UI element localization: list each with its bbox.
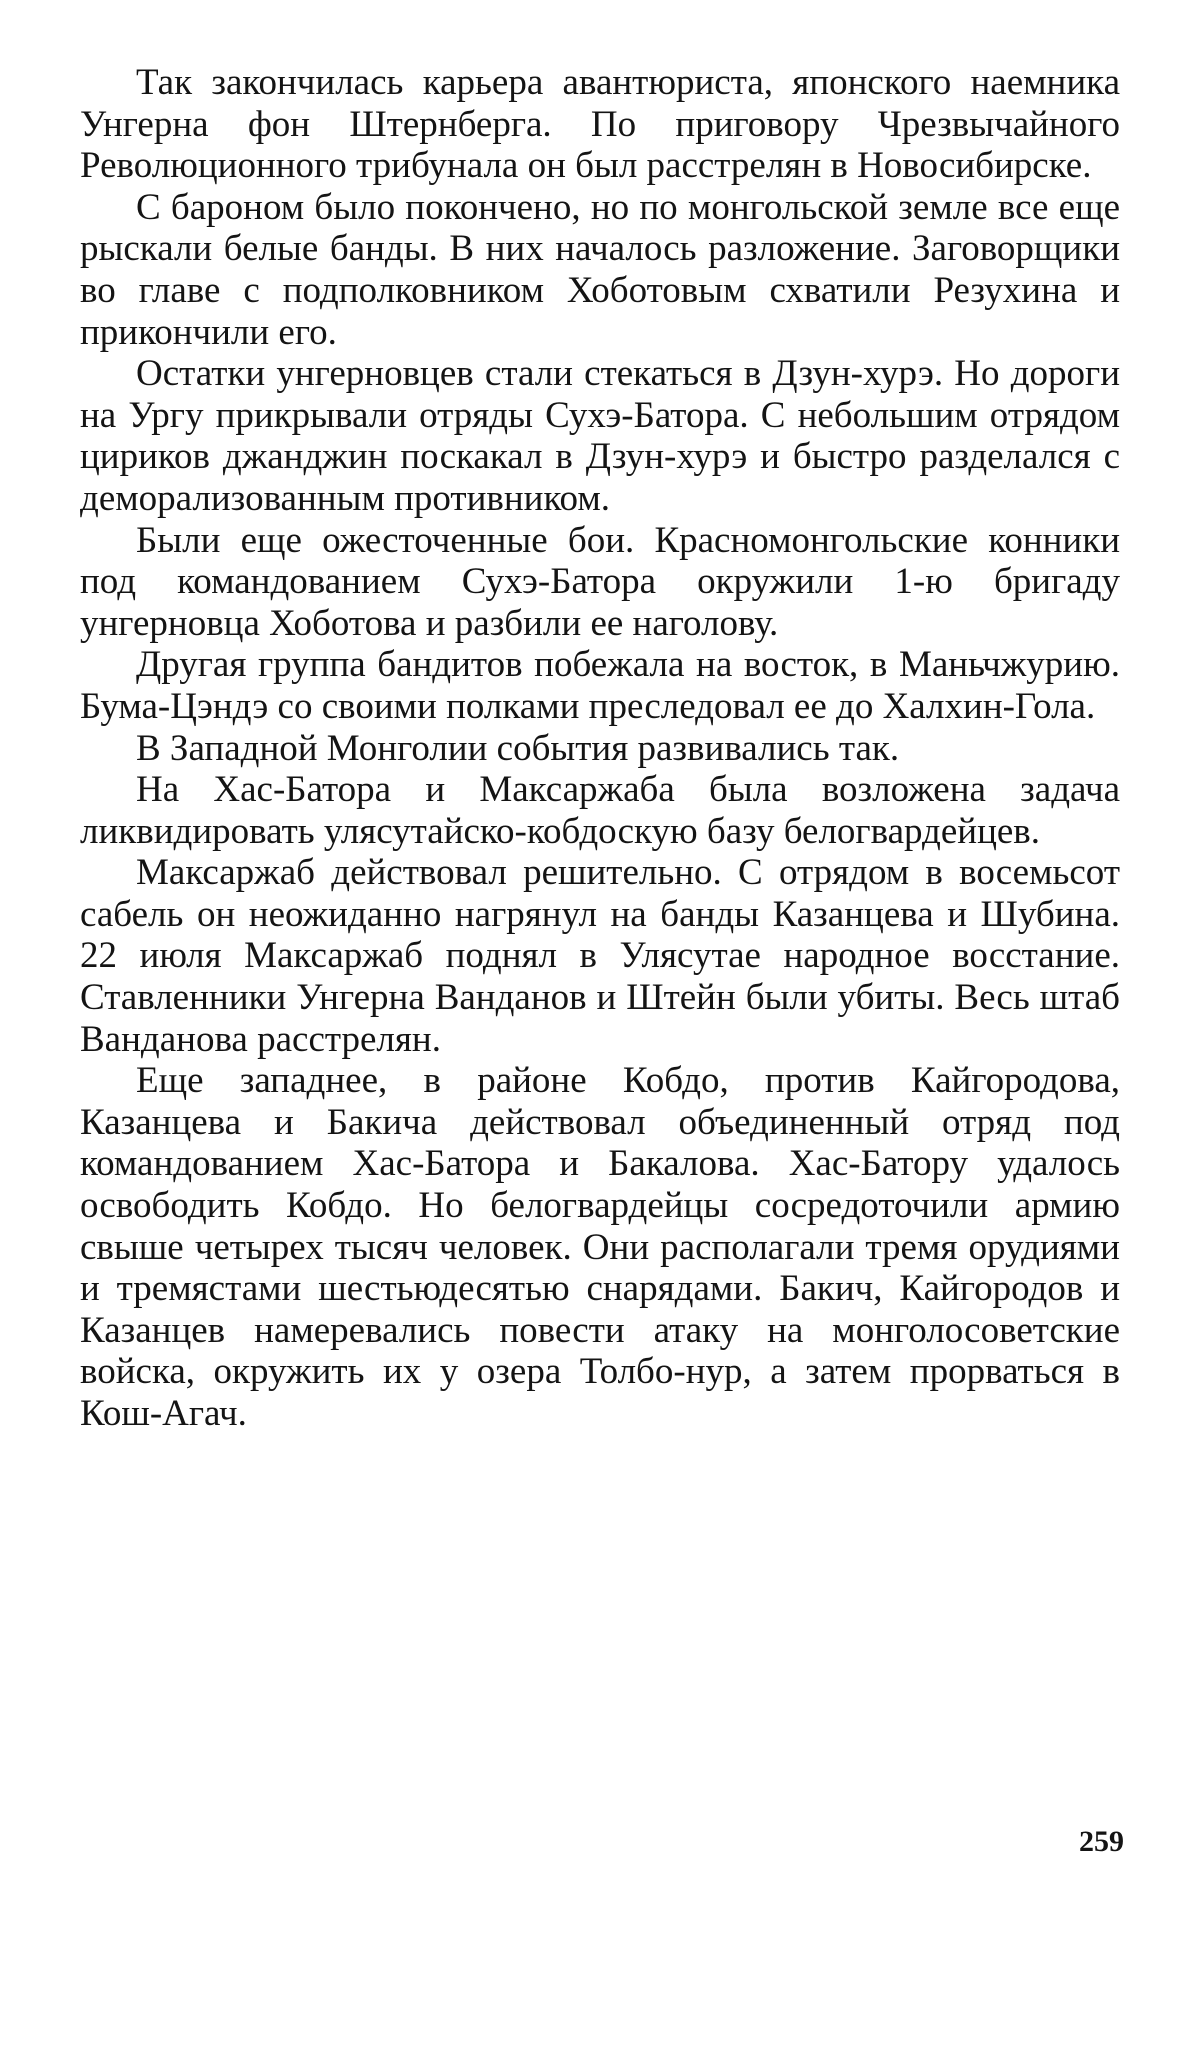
paragraph-6: В Западной Монголии события развивались так. [136, 727, 900, 769]
paragraph-2: С бароном было покончено, но по монгольской земле все еще рыскали белые банды. В них началось разложение. Заговорщики во главе с подполковником Хоботовым схватили Резухина и прикончили его. [80, 186, 1120, 353]
paragraph-1: Так закончилась карьера авантюриста, японского наемника Унгерна фон Штернберга. По приговору Чрезвычайного Революционного трибунала он был расстрелян в Новосибирске. [80, 62, 1120, 187]
paragraph-4: Были еще ожесточенные бои. Красномонгольские конники под командованием Сухэ-Батора окружили 1-ю бригаду унгерновца Хоботова и разбили ее наголову. [80, 519, 1120, 644]
paragraph-3: Остатки унгерновцев стали стекаться в Дзун-хурэ. Но дороги на Ургу прикрывали отряды Сухэ-Батора. С небольшим отрядом цириков джанджин поскакал в Дзун-хурэ и быстро разделался с деморализованным противником. [80, 353, 1120, 519]
body-text [80, 62, 1120, 1435]
paragraph-8: Максаржаб действовал решительно. С отрядом в восемьсот сабель он неожиданно нагрянул на банды Казанцева и Шубина. 22 июля Максаржаб поднял в Улясутае народное восстание. Ставленники Унгерна Ванданов и Штейн были убиты. Весь штаб Ванданова расстрелян. [80, 852, 1120, 1060]
page-number: 259 [1079, 1825, 1124, 1858]
paragraph-5: Другая группа бандитов побежала на восток, в Маньчжурию. Бума-Цэндэ со своими полками преследовал ее до Халхин-Гола. [80, 644, 1120, 727]
paragraph-7: На Хас-Батора и Максаржаба была возложена задача ликвидировать улясутайско-кобдоскую базу белогвардейцев. [80, 769, 1120, 852]
paragraph-9: Еще западнее, в районе Кобдо, против Кайгородова, Казанцева и Бакича действовал объединенный отряд под командованием Хас-Батора и Бакалова. Хас-Батору удалось освободить Кобдо. Но белогвардейцы сосредоточили армию свыше четырех тысяч человек. Они располагали тремя орудиями и тремястами шестьюдесятью снарядами. Бакич, Кайгородов и Казанцев намеревались повести атаку на монголосоветские войска, окружить их у озера Толбо-нур, а затем прорваться в Кош-Агач. [80, 1060, 1120, 1434]
